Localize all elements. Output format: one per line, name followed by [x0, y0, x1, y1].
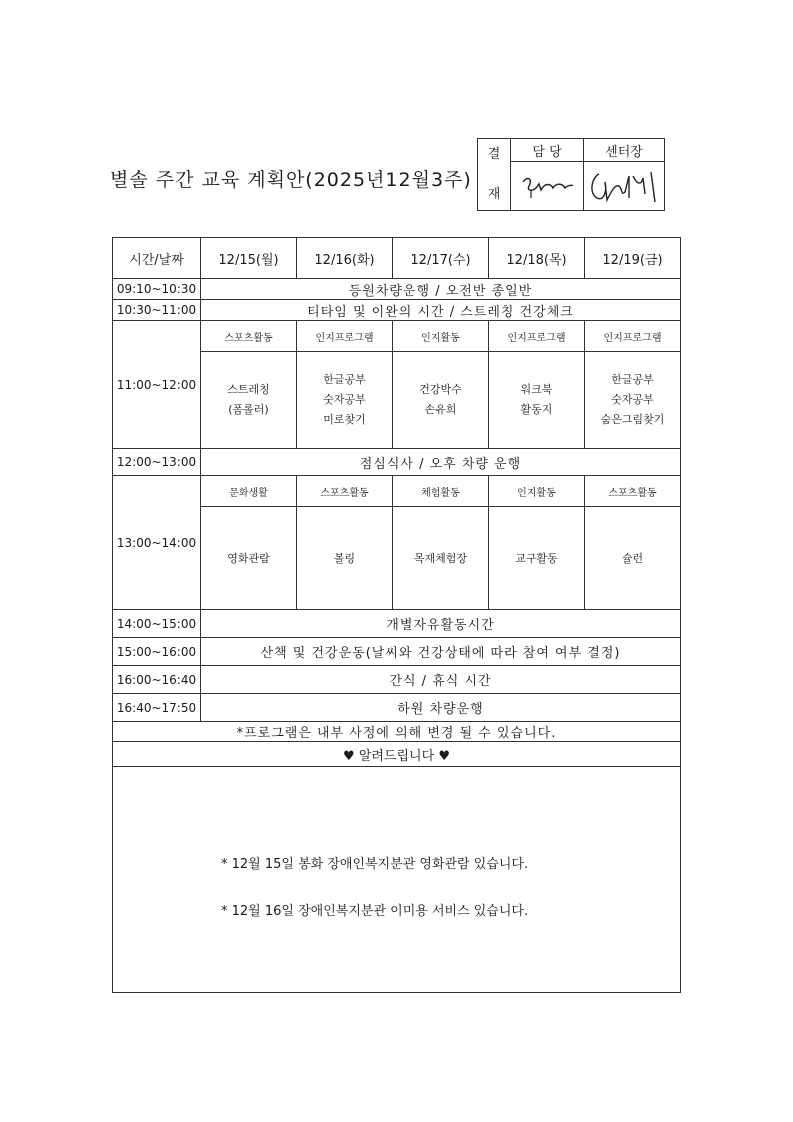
activity-line: 미로찾기 [323, 413, 366, 426]
staff-signature-image [517, 168, 577, 204]
category-cell: 인지활동 [489, 476, 585, 507]
category-cell: 인지활동 [393, 321, 489, 352]
day-header-wed: 12/17(수) [393, 238, 489, 279]
activity-cell: 슐런 [585, 507, 681, 610]
schedule-row [113, 476, 681, 507]
activity-line: 숫자공부 [323, 393, 366, 406]
activity-cell: 영화관람 [201, 507, 297, 610]
merged-activity-cell: 점심식사 / 오후 차량 운행 [201, 449, 681, 476]
schedule-row [113, 666, 681, 694]
activity-line: 활동지 [520, 403, 553, 416]
schedule-table [112, 237, 681, 993]
activity-cell [489, 352, 585, 449]
merged-activity-cell: 하원 차량운행 [201, 694, 681, 722]
director-signature-image [585, 164, 663, 208]
corner-header: 시간/날짜 [113, 238, 201, 279]
activity-line: (폼롤러) [228, 403, 269, 416]
heart-icon: ♥ [343, 748, 355, 764]
time-cell: 09:10~10:30 [113, 279, 201, 300]
schedule-row [113, 321, 681, 352]
merged-activity-cell: 티타임 및 이완의 시간 / 스트레칭 건강체크 [201, 300, 681, 321]
activity-line: 건강박수 [419, 383, 462, 396]
notice-item: * 12월 15일 봉화 장애인복지분관 영화관람 있습니다. [221, 857, 529, 872]
disclaimer: *프로그램은 내부 사정에 의해 변경 될 수 있습니다. [113, 722, 681, 742]
time-cell: 14:00~15:00 [113, 610, 201, 638]
approval-box [477, 138, 665, 211]
day-header-tue: 12/16(화) [297, 238, 393, 279]
time-cell: 15:00~16:00 [113, 638, 201, 666]
category-cell: 스포츠활동 [297, 476, 393, 507]
time-cell: 16:40~17:50 [113, 694, 201, 722]
merged-activity-cell: 산책 및 건강운동(날씨와 건강상태에 따라 참여 여부 결정) [201, 638, 681, 666]
approval-side-label [478, 139, 511, 211]
schedule-row [113, 449, 681, 476]
approval-label-2: 재 [487, 186, 501, 202]
activity-cell: 교구활동 [489, 507, 585, 610]
day-header-fri: 12/19(금) [585, 238, 681, 279]
time-cell: 16:00~16:40 [113, 666, 201, 694]
activity-line: 숨은그림찾기 [600, 413, 665, 426]
category-cell: 인지프로그램 [297, 321, 393, 352]
heart-icon: ♥ [438, 748, 450, 764]
activity-line: 한글공부 [323, 373, 366, 386]
notice-header [113, 742, 681, 767]
schedule-row [113, 638, 681, 666]
notice-header-row [113, 742, 681, 767]
activity-line: 워크북 [520, 383, 553, 396]
notice-item: * 12월 16일 장애인복지분관 이미용 서비스 있습니다. [221, 904, 529, 919]
activity-cell: 목재체험장 [393, 507, 489, 610]
activity-cell: 볼링 [297, 507, 393, 610]
activity-cell [201, 352, 297, 449]
time-cell: 13:00~14:00 [113, 476, 201, 610]
approval-label-1: 결 [487, 146, 501, 162]
activity-line: 손유희 [424, 403, 457, 416]
category-cell: 문화생활 [201, 476, 297, 507]
category-cell: 스포츠활동 [585, 476, 681, 507]
disclaimer-row [113, 722, 681, 742]
notice-header-text: 알려드립니다 [358, 748, 435, 764]
category-cell: 인지프로그램 [489, 321, 585, 352]
schedule-row [113, 279, 681, 300]
category-cell: 스포츠활동 [201, 321, 297, 352]
activity-line: 숫자공부 [611, 393, 654, 406]
approval-header-staff: 담 당 [511, 139, 584, 162]
day-header-thu: 12/18(목) [489, 238, 585, 279]
activity-cell [585, 352, 681, 449]
activity-line: 스트레칭 [227, 383, 270, 396]
schedule-header-row [113, 238, 681, 279]
staff-signature [511, 162, 584, 211]
schedule-row [113, 694, 681, 722]
approval-header-director: 센터장 [584, 139, 665, 162]
category-cell: 체험활동 [393, 476, 489, 507]
day-header-mon: 12/15(월) [201, 238, 297, 279]
activity-cell [297, 352, 393, 449]
notice-body-row [113, 767, 681, 993]
category-cell: 인지프로그램 [585, 321, 681, 352]
time-cell: 11:00~12:00 [113, 321, 201, 449]
director-signature [584, 162, 665, 211]
schedule-row [113, 300, 681, 321]
schedule-row [113, 610, 681, 638]
notice-body [113, 767, 681, 993]
merged-activity-cell: 등원차량운행 / 오전반 종일반 [201, 279, 681, 300]
activity-line: 한글공부 [611, 373, 654, 386]
time-cell: 12:00~13:00 [113, 449, 201, 476]
merged-activity-cell: 개별자유활동시간 [201, 610, 681, 638]
merged-activity-cell: 간식 / 휴식 시간 [201, 666, 681, 694]
page-title: 별솔 주간 교육 계획안(2025년12월3주) [110, 169, 472, 191]
time-cell: 10:30~11:00 [113, 300, 201, 321]
activity-cell [393, 352, 489, 449]
